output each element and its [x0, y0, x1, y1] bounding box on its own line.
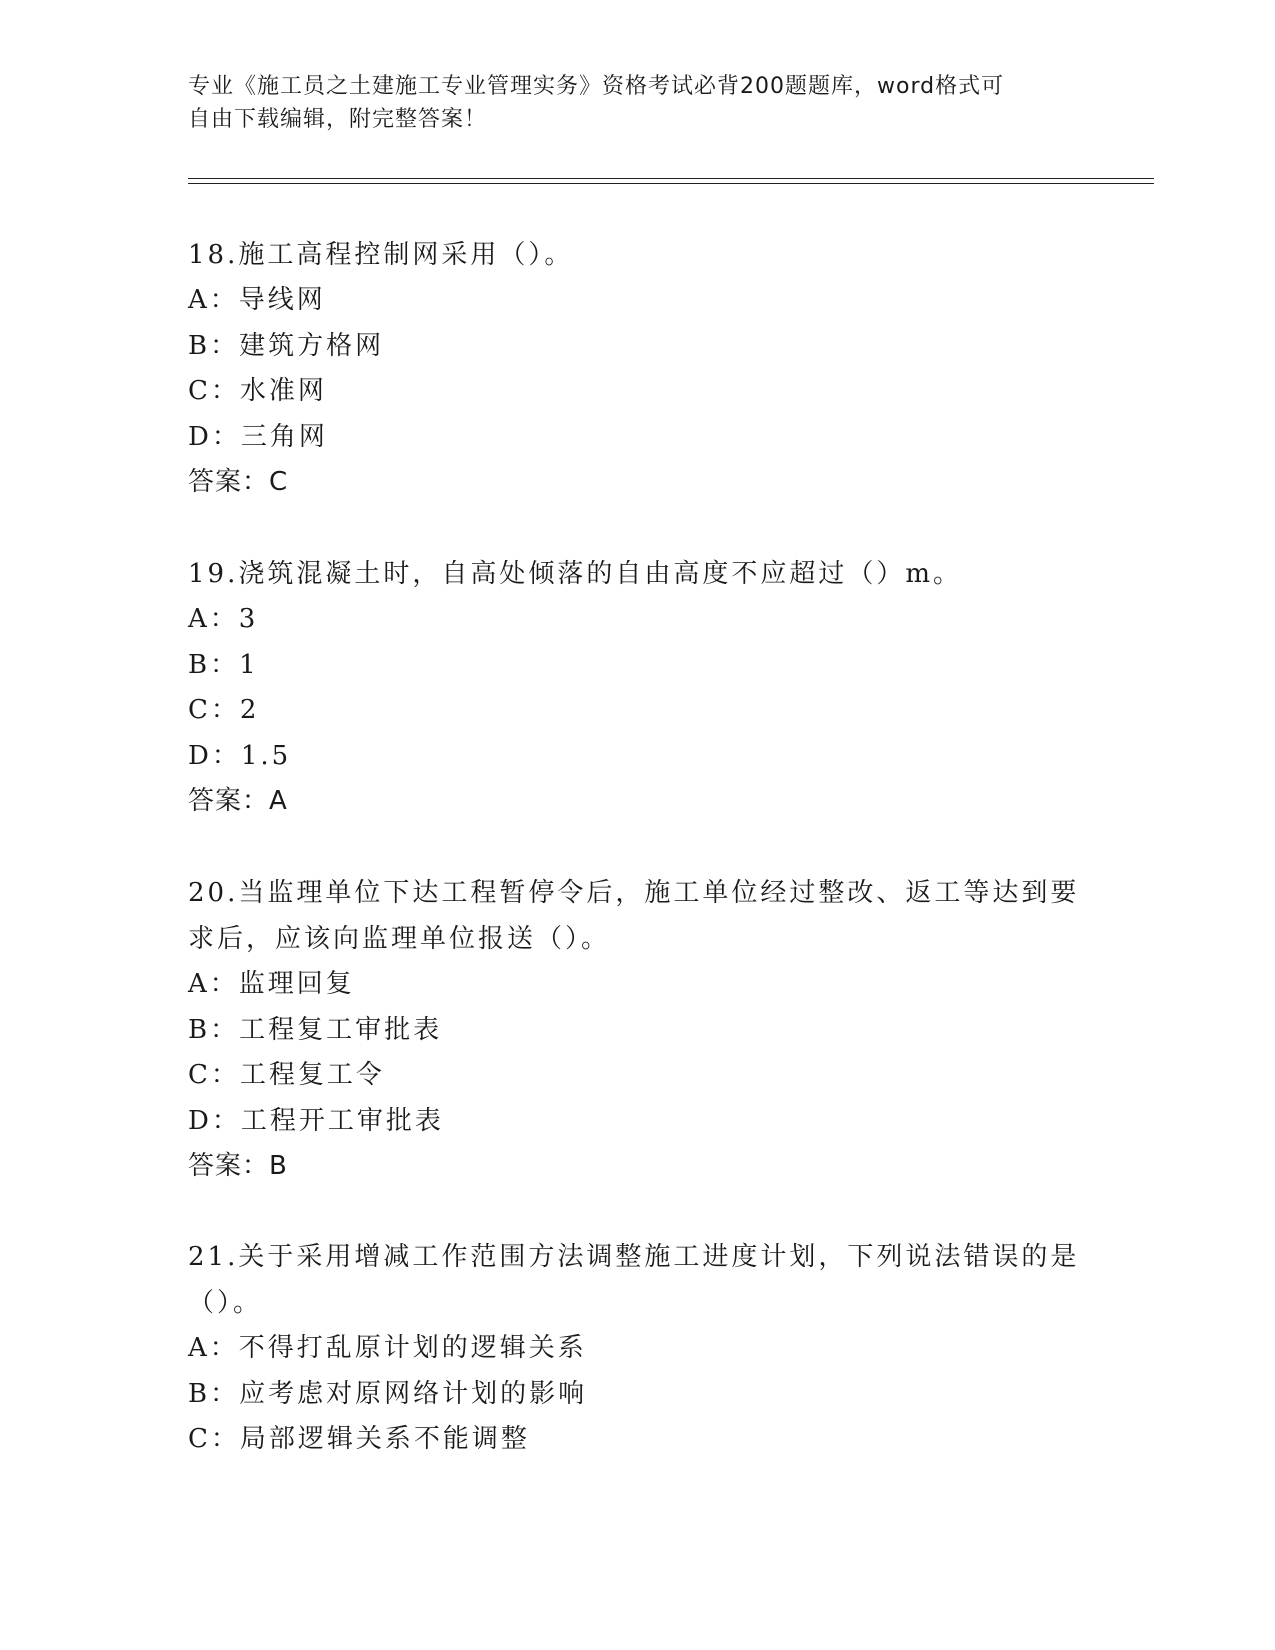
question-18: [188, 232, 1088, 505]
header-line-1: 专业《施工员之土建施工专业管理实务》资格考试必背200题题库，word格式可: [188, 74, 1005, 99]
question-20: [188, 870, 1088, 1189]
option-a: A：3: [188, 604, 259, 634]
option-d: D：1.5: [188, 740, 292, 771]
question-stem-line-1: 21.关于采用增减工作范围方法调整施工进度计划，下列说法错误的是: [188, 1242, 1080, 1272]
option-b: B：1: [188, 649, 259, 680]
option-b: B：工程复工审批表: [188, 1014, 443, 1045]
option-c: C：水准网: [188, 376, 327, 406]
question-stem: 19.浇筑混凝土时，自高处倾落的自由高度不应超过（）m。: [188, 559, 963, 589]
question-stem-line-2: 求后，应该向监理单位报送（）。: [188, 924, 611, 954]
option-d: D：工程开工审批表: [188, 1105, 444, 1136]
question-21: [188, 1234, 1088, 1463]
option-a: A：监理回复: [188, 969, 355, 999]
question-stem: 18.施工高程控制网采用（）。: [188, 240, 574, 270]
document-header: [188, 70, 1088, 136]
question-19: [188, 551, 1088, 824]
option-c: C：2: [188, 695, 260, 725]
question-stem-line-2: （）。: [188, 1288, 263, 1318]
option-b: B：应考虑对原网络计划的影响: [188, 1378, 588, 1409]
header-divider-bottom: [188, 183, 1154, 184]
header-line-2: 自由下载编辑，附完整答案！: [188, 107, 488, 132]
answer-line: 答案：C: [188, 467, 289, 497]
question-stem-line-1: 20.当监理单位下达工程暂停令后，施工单位经过整改、返工等达到要: [188, 878, 1080, 908]
option-b: B：建筑方格网: [188, 330, 385, 361]
option-c: C：局部逻辑关系不能调整: [188, 1424, 530, 1454]
option-c: C：工程复工令: [188, 1060, 385, 1090]
option-d: D：三角网: [188, 421, 328, 452]
answer-line: 答案：A: [188, 786, 288, 816]
header-divider-top: [188, 178, 1154, 179]
option-a: A：不得打乱原计划的逻辑关系: [188, 1333, 587, 1363]
option-a: A：导线网: [188, 285, 326, 315]
answer-line: 答案：B: [188, 1151, 288, 1181]
